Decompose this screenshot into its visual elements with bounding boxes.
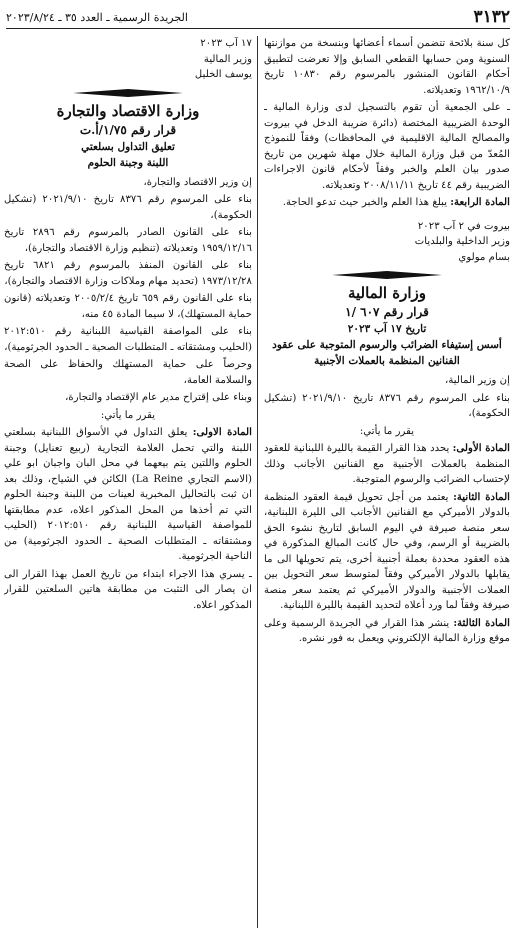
ministry-heading: وزارة المالية: [347, 284, 427, 302]
decision-date: تاريخ ١٧ آب ٢٠٢٣: [347, 323, 427, 335]
ministry-heading: وزارة الاقتصاد والتجارة: [56, 101, 200, 120]
article-text: يحدد هذا القرار القيمة بالليرة اللبنانية للعقود المنظمة بالعملات الأجنبية مع الفنانين الأجانب وذلك لإحتساب الضرائب والرسوم المتوجبة.: [264, 443, 510, 485]
signature-title: وزير الداخلية والبلديات: [414, 236, 510, 247]
article-text: يعلق التداول في الأسواق اللبنانية بسلعتي اللبنة والتي تحمل العلامة التجارية (ربيع تعنايل) وجبنة الحلوم واللتين يتم بيعهما في محل البان واجبان ابو علي (الاسم التجاري La Reine) الكائن في الشياح، وذلك بعد ان ثبت بالتحاليل المخبرية لعينات من اللبنة وجبنة الحلوم التي تم أخذها من المحل المذكور اعلاه، عدم مطابقتها للمواصفة القياسية اللبنانية رقم ٢٠١٢:٥١٠ (الحليب ومشتقاته ـ المتطلبات الصحية ـ الحدود الجرثومية) من الناحية الجرثومية.: [4, 427, 252, 562]
signature-name: يوسف الخليل: [194, 69, 252, 80]
decides-line: يقرر ما يأتي:: [359, 425, 415, 437]
page-number: ٣١٣٢: [473, 7, 510, 27]
decision-title: اللبنة وجبنة الحلوم: [87, 156, 169, 169]
running-head: الجريدة الرسمية ـ العدد ٣٥ ـ ٢٠٢٣/٨/٢٤: [6, 10, 188, 24]
article-label: المادة الأولى:: [452, 442, 510, 454]
decision-number: قرار رقم ٦٠٧ /١: [345, 305, 429, 319]
article-1: [4, 425, 252, 565]
article-4: [264, 195, 510, 211]
preamble: وبناء على إقتراح مدير عام الإقتصاد والتجارة،: [65, 392, 252, 403]
preamble: إن وزير المالية،: [445, 375, 510, 386]
article-1: [264, 441, 510, 488]
preamble: إن وزير الاقتصاد والتجارة،: [143, 176, 252, 188]
signature-title: وزير المالية: [203, 53, 252, 65]
preamble: وحرصاً على حماية المستهلك والحفاظ على الصحة والسلامة العامة،: [4, 359, 252, 386]
preamble: بناء على القانون الصادر بالمرسوم رقم ٢٨٩٦ تاريخ ١٩٥٩/١٢/١٦ وتعديلاته (تنظيم وزارة الاقتصاد والتجارة)،: [4, 227, 252, 254]
article-label: المادة الرابعة:: [450, 196, 510, 208]
decision-title: تعليق التداول بسلعتي: [81, 140, 175, 153]
preamble: بناء على القانون المنفذ بالمرسوم رقم ٦٨٢١ تاريخ ١٩٧٣/١٢/٢٨ (تحديد مهام وملاكات وزارة الاقتصاد والتجارة)،: [4, 260, 252, 287]
article-1-continuation: ـ يسري هذا الاجراء ابتداء من تاريخ العمل بهذا القرار الى ان يصار الى التثبت من مطابقة هاتين السلعتين للقرار المذكور اعلاه.: [4, 568, 252, 611]
section-ornament: [264, 271, 510, 279]
signature-name: بسام مولوي: [458, 251, 510, 263]
article-text: ينشر هذا القرار في الجريدة الرسمية وعلى موقع وزارة المالية الإلكتروني ويعمل به فور نشره.: [264, 617, 510, 644]
signature-date: ١٧ آب ٢٠٢٣: [200, 38, 252, 49]
article-label: المادة الثالثة:: [453, 616, 510, 629]
article-label: المادة الثانية:: [453, 490, 510, 503]
preamble: بناء على المواصفة القياسية اللبنانية رقم ٢٠١٢:٥١٠ (الحليب ومشتقاته ـ المتطلبات الصحية ـ الحدود الجرثومية)،: [4, 326, 252, 353]
article-text: يبلغ هذا العلم والخبر حيث تدعو الحاجة.: [282, 197, 451, 208]
column-divider: [257, 36, 258, 928]
signature-block: [264, 219, 510, 266]
left-column: [4, 36, 252, 928]
decision-title: أسس إستيفاء الضرائب والرسوم المتوجبة على عقود الفنانين المنظمة بالعملات الأجنبية: [272, 339, 502, 367]
article-2: [264, 490, 510, 614]
signature-date: بيروت في ٢ آب ٢٠٢٣: [417, 220, 510, 232]
preamble: بناء على القانون رقم ٦٥٩ تاريخ ٢٠٠٥/٢/٤ وتعديلاته (قانون حماية المستهلك)، لا سيما المادة ٤٥ منه،: [4, 293, 252, 320]
preamble: بناء على المرسوم رقم ٨٣٧٦ تاريخ ٢٠٢١/٩/١٠ (تشكيل الحكومة)،: [4, 194, 252, 221]
article-3: [264, 616, 510, 647]
article-label: المادة الاولى:: [192, 426, 252, 438]
page-header: [6, 6, 510, 29]
preamble: بناء على المرسوم رقم ٨٣٧٦ تاريخ ٢٠٢١/٩/١٠ (تشكيل الحكومة)،: [264, 392, 510, 419]
intro-paragraph: كل سنة بلائحة تتضمن أسماء أعضائها وبنسخة من موازنتها السنوية ومن حسابها القطعي السابق وإلا تعرضت لتطبيق أحكام القانون المنشور بالمرسوم رقم ١٠٨٣٠ تاريخ ١٩٦٢/١٠/٩ وتعديلاته.: [264, 38, 510, 96]
decides-line: يقرر ما يأتي:: [100, 409, 156, 421]
article-text: يعتمد من أجل تحويل قيمة العقود المنظمة بالدولار الأميركي مع الفنانين الأجانب الى الليرة اللبنانية، سعر منصة صيرفة في اليوم السابق لتاريخ نشوء الحق بالضريبة أو الرسم، وفي حال كانت المبالغ المذكورة في هذه العقود محددة بعملة أجنبية أخرى، يتم تحويلها الى ما يقابلها بالدولار الأميركي وفقاً لمتوسط سعر التحويل بين العملات الأجنبية والدولار الأميركي ثم يعتمد سعر منصة صيرفة وفقاً لما ورد أعلاه لتحديد القيمة بالليرة اللبنانية.: [264, 491, 510, 611]
right-column: [264, 36, 510, 928]
section-ornament: [4, 89, 252, 97]
signature-block: [4, 36, 252, 83]
intro-paragraph: ـ على الجمعية أن تقوم بالتسجيل لدى وزارة المالية ـ الوحدة الضريبية المختصة (دائرة ضريبة الدخل في بيروت والمصالح المالية الاقليمية في المحافظات) وفقاً للنموذج المُعدّ من قبل وزارة المالية خلال مهلة شهرين من تاريخ صدور بيان العلم والخبر وفقاً لأحكام قانون الاجراءات الضريبية رقم ٤٤ تاريخ ٢٠٠٨/١١/١١ وتعديلاته.: [264, 102, 510, 191]
decision-number: قرار رقم ١/٧٥/أ.ت: [79, 122, 177, 137]
